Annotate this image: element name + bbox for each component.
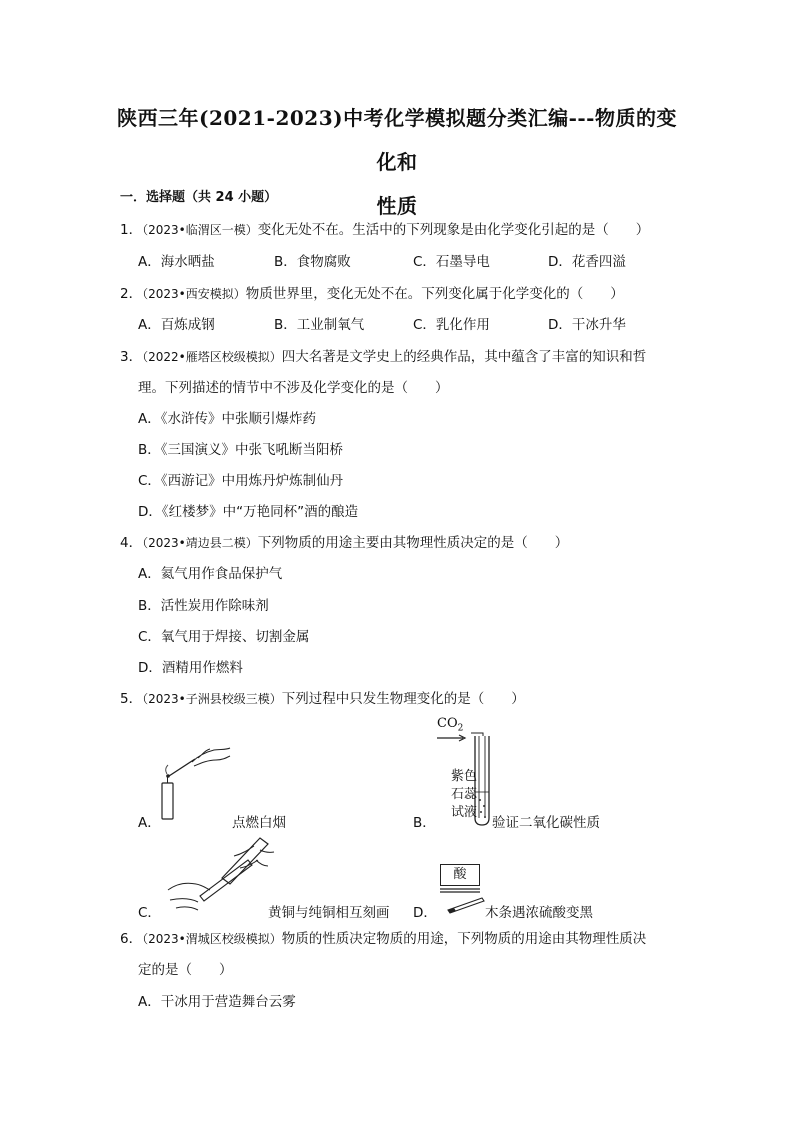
caption-c: 黄铜与纯铜相互刻画 [268, 905, 390, 921]
option-b: B．《三国演义》中张飞吼断当阳桥 [138, 442, 344, 458]
option-d: D．花香四溢 [548, 254, 626, 270]
acid-label: 酸 [453, 867, 467, 882]
option-b: B．活性炭用作除味剂 [138, 598, 269, 614]
caption-b: 验证二氧化碳性质 [492, 815, 600, 831]
question-stem: 下列过程中只发生物理变化的是（ ） [281, 691, 525, 707]
litmus-label-1: 紫色 [451, 769, 478, 784]
option-c: C． [138, 905, 161, 921]
option-b: B．食物腐败 [274, 254, 351, 270]
co2-subscript: 2 [457, 723, 464, 734]
question-number: 3． [120, 349, 143, 365]
brass-copper-scratch-figure [160, 830, 280, 920]
title-line-2: 性质 [376, 194, 418, 218]
candle-smoke-figure [150, 736, 240, 826]
litmus-label-2: 石蕊 [451, 787, 478, 802]
acid-label-box [440, 864, 480, 886]
option-a: A．氦气用作食品保护气 [138, 566, 283, 582]
option-a: A． [138, 815, 161, 831]
caption-d: 木条遇浓硫酸变黑 [485, 905, 593, 921]
option-d: D．《红楼梦》中“万艳同杯”酒的酿造 [138, 504, 359, 520]
question-number: 5． [120, 691, 143, 707]
question-6 [120, 927, 646, 947]
question-source: （2023•靖边县二模） [142, 536, 258, 550]
question-stem: 物质的性质决定物质的用途，下列物质的用途由其物理性质决 [281, 931, 647, 947]
option-a: A．百炼成钢 [138, 317, 215, 333]
option-d: D． [413, 905, 437, 921]
caption-a: 点燃白烟 [232, 815, 286, 831]
question-source: （2022•雁塔区校级模拟） [142, 350, 282, 364]
section-heading: 一．选择题（共 24 小题） [120, 190, 278, 205]
option-c: C．石墨导电 [413, 254, 490, 270]
litmus-label-3: 试液 [451, 805, 478, 820]
title-line-1: 陕西三年(2021-2023)中考化学模拟题分类汇编---物质的变化和 [117, 106, 677, 174]
question-source: （2023•西安模拟） [142, 287, 246, 301]
question-source: （2023•渭城区校级模拟） [142, 932, 282, 946]
question-number: 2． [120, 286, 143, 302]
option-a: A．《水浒传》中张顺引爆炸药 [138, 411, 316, 427]
question-3 [120, 345, 646, 365]
question-stem-continued: 定的是（ ） [138, 962, 233, 978]
question-source: （2023•子洲县校级三模） [142, 692, 282, 706]
question-stem: 变化无处不在。生活中的下列现象是由化学变化引起的是（ ） [257, 222, 650, 238]
question-stem: 下列物质的用途主要由其物理性质决定的是（ ） [257, 535, 569, 551]
option-b: B． [413, 815, 436, 831]
question-number: 1． [120, 222, 143, 238]
question-5 [120, 687, 525, 707]
option-d: D．干冰升华 [548, 317, 626, 333]
question-number: 4． [120, 535, 143, 551]
option-b: B．工业制氧气 [274, 317, 365, 333]
option-c: C．氧气用于焊接、切割金属 [138, 629, 310, 645]
question-2 [120, 282, 624, 302]
option-a: A．干冰用于营造舞台云雾 [138, 994, 296, 1010]
document-title [110, 96, 684, 228]
question-1 [120, 218, 649, 238]
question-source: （2023•临渭区一模） [142, 223, 258, 237]
option-c: C．乳化作用 [413, 317, 490, 333]
question-stem: 四大名著是文学史上的经典作品，其中蕴含了丰富的知识和哲 [281, 349, 647, 365]
option-a: A．海水晒盐 [138, 254, 215, 270]
option-c: C．《西游记》中用炼丹炉炼制仙丹 [138, 473, 344, 489]
question-4 [120, 531, 568, 551]
question-stem-continued: 理。下列描述的情节中不涉及化学变化的是（ ） [138, 380, 449, 396]
co2-text: CO [437, 716, 458, 731]
question-stem: 物质世界里，变化无处不在。下列变化属于化学变化的（ ） [245, 286, 624, 302]
option-d: D．酒精用作燃料 [138, 660, 243, 676]
question-number: 6． [120, 931, 143, 947]
